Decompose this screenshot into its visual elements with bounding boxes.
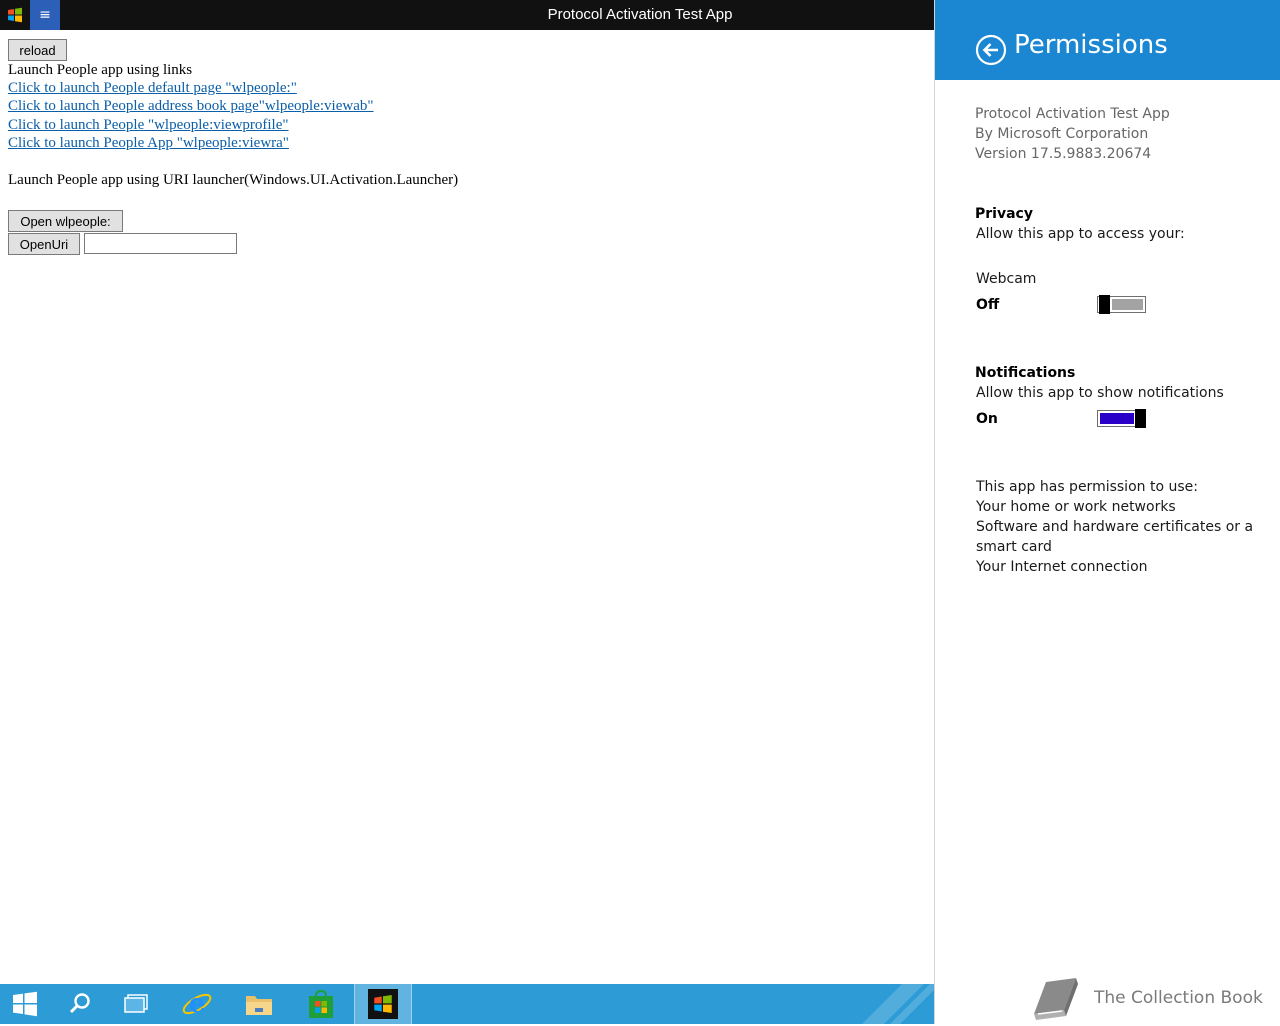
store-icon[interactable] bbox=[296, 984, 346, 1024]
webcam-state: Off bbox=[976, 297, 1000, 313]
link-wlpeople-viewab[interactable]: Click to launch People address book page"wlpeople:viewab" bbox=[8, 98, 374, 114]
permissions-pane bbox=[934, 0, 1280, 1024]
notifications-toggle[interactable] bbox=[1097, 410, 1146, 427]
pane-title: Permissions bbox=[1014, 30, 1168, 60]
svg-text:e: e bbox=[188, 989, 206, 1019]
notifications-toggle-thumb bbox=[1135, 409, 1146, 428]
app-icon[interactable] bbox=[354, 984, 412, 1024]
privacy-description: Allow this app to access your: bbox=[976, 226, 1185, 242]
link-wlpeople-viewra[interactable]: Click to launch People App "wlpeople:viewra" bbox=[8, 135, 289, 151]
privacy-heading: Privacy bbox=[975, 206, 1033, 222]
permissions-heading: This app has permission to use: bbox=[976, 479, 1198, 495]
permission-item: smart card bbox=[976, 539, 1052, 555]
window-title: Protocol Activation Test App bbox=[547, 6, 733, 23]
back-arrow-icon[interactable] bbox=[975, 34, 1007, 66]
permission-item: Your home or work networks bbox=[976, 499, 1176, 515]
version: Version 17.5.9883.20674 bbox=[975, 146, 1152, 162]
app-content bbox=[0, 30, 934, 984]
title-bar bbox=[0, 0, 934, 30]
webcam-toggle[interactable] bbox=[1097, 296, 1146, 313]
search-icon[interactable] bbox=[55, 984, 105, 1024]
watermark bbox=[1028, 976, 1278, 1022]
open-uri-button[interactable]: OpenUri bbox=[8, 233, 80, 255]
uri-input[interactable] bbox=[84, 233, 237, 254]
active-app-tile bbox=[368, 989, 398, 1019]
book-icon bbox=[1028, 976, 1084, 1022]
task-view-icon[interactable] bbox=[111, 984, 161, 1024]
windows-logo-icon[interactable] bbox=[0, 0, 30, 30]
app-name: Protocol Activation Test App bbox=[975, 106, 1170, 122]
permission-item: Your Internet connection bbox=[976, 559, 1148, 575]
internet-explorer-icon[interactable] bbox=[172, 984, 222, 1024]
publisher: By Microsoft Corporation bbox=[975, 126, 1149, 142]
link-wlpeople-default[interactable]: Click to launch People default page "wlpeople:" bbox=[8, 80, 297, 96]
taskbar bbox=[0, 984, 934, 1024]
notifications-description: Allow this app to show notifications bbox=[976, 385, 1224, 401]
start-icon[interactable] bbox=[0, 984, 50, 1024]
file-explorer-icon[interactable] bbox=[234, 984, 284, 1024]
webcam-toggle-track bbox=[1112, 299, 1143, 310]
open-wlpeople-button[interactable]: Open wlpeople: bbox=[8, 210, 123, 232]
webcam-label: Webcam bbox=[976, 271, 1037, 287]
notifications-toggle-track bbox=[1100, 413, 1134, 424]
permission-item: Software and hardware certificates or a bbox=[976, 519, 1254, 535]
notifications-state: On bbox=[976, 411, 998, 427]
watermark-text: The Collection Book bbox=[1094, 988, 1263, 1008]
launcher-heading: Launch People app using URI launcher(Windows.UI.Activation.Launcher) bbox=[8, 172, 459, 188]
webcam-toggle-thumb bbox=[1099, 295, 1110, 314]
link-wlpeople-viewprofile[interactable]: Click to launch People "wlpeople:viewprofile" bbox=[8, 117, 289, 133]
links-heading: Launch People app using links bbox=[8, 62, 193, 78]
pane-header bbox=[935, 0, 1280, 80]
reload-button[interactable]: reload bbox=[8, 39, 67, 61]
hamburger-menu-icon[interactable]: ≡ bbox=[30, 0, 60, 30]
notifications-heading: Notifications bbox=[975, 365, 1076, 381]
